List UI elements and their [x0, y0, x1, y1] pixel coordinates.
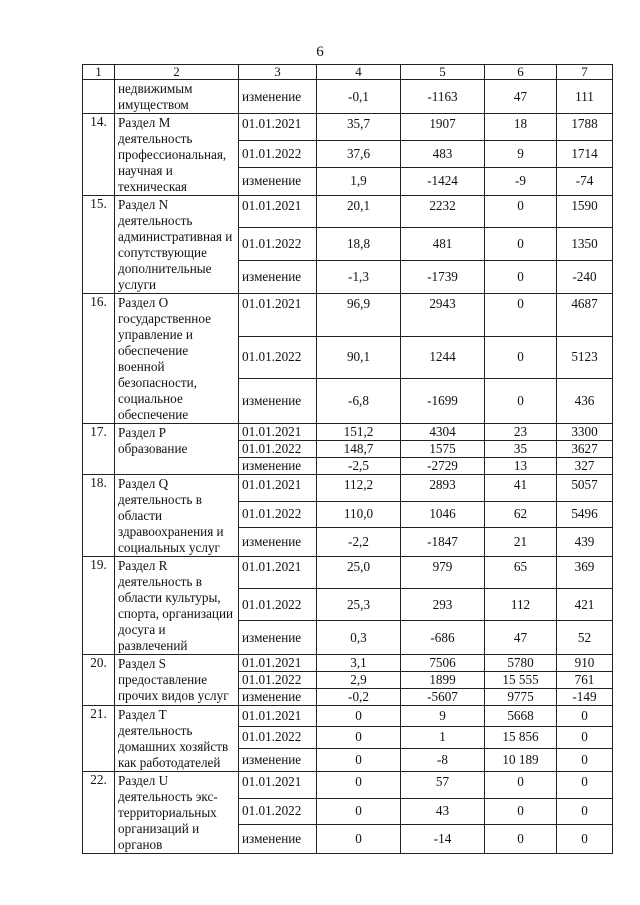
value-col5: 2943 — [401, 294, 485, 337]
row-label: изменение — [239, 167, 317, 195]
value-col5: 1 — [401, 726, 485, 749]
value-col6: 62 — [485, 501, 557, 528]
value-col6: 5668 — [485, 706, 557, 727]
value-col5: 483 — [401, 140, 485, 167]
value-col4: -0,2 — [317, 689, 401, 706]
value-col4: 2,9 — [317, 672, 401, 689]
value-col6: 112 — [485, 589, 557, 621]
value-col7: 3300 — [557, 424, 613, 441]
row-label: 01.01.2022 — [239, 672, 317, 689]
value-col6: 0 — [485, 772, 557, 799]
value-col5: -1163 — [401, 80, 485, 114]
value-col5: -5607 — [401, 689, 485, 706]
row-label: 01.01.2021 — [239, 772, 317, 799]
value-col5: 481 — [401, 228, 485, 260]
value-col6: 41 — [485, 475, 557, 502]
value-col6: 0 — [485, 294, 557, 337]
value-col6: 0 — [485, 798, 557, 825]
value-col5: 293 — [401, 589, 485, 621]
table-row — [83, 196, 613, 228]
value-col6: 0 — [485, 336, 557, 379]
value-col6: 65 — [485, 557, 557, 589]
section-number: 17. — [83, 424, 115, 475]
section-name: Раздел R деятельность в области культуры, спорта, организации досуга и развлечений — [115, 557, 239, 655]
value-col4: 110,0 — [317, 501, 401, 528]
row-label: 01.01.2021 — [239, 196, 317, 228]
table-row — [83, 114, 613, 141]
row-label: изменение — [239, 825, 317, 854]
value-col4: 37,6 — [317, 140, 401, 167]
table-row — [83, 294, 613, 337]
value-col5: 1899 — [401, 672, 485, 689]
value-col5: -1739 — [401, 260, 485, 293]
value-col7: 4687 — [557, 294, 613, 337]
row-label: 01.01.2021 — [239, 557, 317, 589]
value-col6: -9 — [485, 167, 557, 195]
value-col7: 436 — [557, 379, 613, 424]
value-col7: 327 — [557, 458, 613, 475]
table-row — [83, 475, 613, 502]
value-col4: 90,1 — [317, 336, 401, 379]
value-col5: -1699 — [401, 379, 485, 424]
value-col5: 57 — [401, 772, 485, 799]
section-name: Раздел O государственное управление и обеспечение военной безопасности, социальное обеспечение — [115, 294, 239, 424]
section-number: 15. — [83, 196, 115, 294]
row-label: изменение — [239, 260, 317, 293]
value-col6: 15 555 — [485, 672, 557, 689]
section-name: Раздел S предоставление прочих видов услуг — [115, 655, 239, 706]
value-col7: -149 — [557, 689, 613, 706]
value-col7: 0 — [557, 772, 613, 799]
value-col4: 0 — [317, 749, 401, 772]
column-header: 7 — [557, 65, 613, 80]
value-col4: 25,0 — [317, 557, 401, 589]
value-col5: 979 — [401, 557, 485, 589]
value-col6: 9 — [485, 140, 557, 167]
value-col6: 47 — [485, 80, 557, 114]
column-header: 2 — [115, 65, 239, 80]
section-number — [83, 80, 115, 114]
value-col4: -2,2 — [317, 528, 401, 557]
value-col5: 1046 — [401, 501, 485, 528]
row-label: 01.01.2022 — [239, 336, 317, 379]
value-col4: 96,9 — [317, 294, 401, 337]
section-number: 14. — [83, 114, 115, 196]
section-name: Раздел M деятельность профессиональная, научная и техническая — [115, 114, 239, 196]
column-header: 5 — [401, 65, 485, 80]
value-col7: 0 — [557, 706, 613, 727]
value-col5: 2232 — [401, 196, 485, 228]
row-label: 01.01.2022 — [239, 228, 317, 260]
row-label: 01.01.2022 — [239, 726, 317, 749]
value-col7: 761 — [557, 672, 613, 689]
value-col7: 111 — [557, 80, 613, 114]
value-col4: 25,3 — [317, 589, 401, 621]
row-label: 01.01.2021 — [239, 294, 317, 337]
column-header: 4 — [317, 65, 401, 80]
value-col6: 15 856 — [485, 726, 557, 749]
row-label: 01.01.2022 — [239, 589, 317, 621]
value-col5: -686 — [401, 621, 485, 655]
value-col5: -8 — [401, 749, 485, 772]
row-label: изменение — [239, 689, 317, 706]
value-col6: 0 — [485, 825, 557, 854]
value-col5: -1424 — [401, 167, 485, 195]
section-number: 19. — [83, 557, 115, 655]
value-col6: 13 — [485, 458, 557, 475]
section-name: Раздел U деятельность экс-территориальных организаций и органов — [115, 772, 239, 854]
value-col4: 0 — [317, 706, 401, 727]
section-number: 16. — [83, 294, 115, 424]
value-col4: -6,8 — [317, 379, 401, 424]
value-col5: -2729 — [401, 458, 485, 475]
section-name: Раздел N деятельность административная и сопутствующие дополнительные услуги — [115, 196, 239, 294]
value-col7: 1590 — [557, 196, 613, 228]
value-col7: 0 — [557, 825, 613, 854]
value-col4: 20,1 — [317, 196, 401, 228]
value-col7: 52 — [557, 621, 613, 655]
value-col4: 151,2 — [317, 424, 401, 441]
data-table — [82, 64, 613, 854]
value-col5: 1575 — [401, 441, 485, 458]
value-col7: 5123 — [557, 336, 613, 379]
value-col7: 5496 — [557, 501, 613, 528]
column-header: 6 — [485, 65, 557, 80]
value-col7: 369 — [557, 557, 613, 589]
value-col6: 21 — [485, 528, 557, 557]
section-number: 18. — [83, 475, 115, 557]
table-header-row — [83, 65, 613, 80]
value-col7: -74 — [557, 167, 613, 195]
table-row — [83, 772, 613, 799]
value-col6: 18 — [485, 114, 557, 141]
row-label: 01.01.2022 — [239, 798, 317, 825]
table-row — [83, 655, 613, 672]
row-label: 01.01.2021 — [239, 424, 317, 441]
value-col7: 1350 — [557, 228, 613, 260]
value-col5: 2893 — [401, 475, 485, 502]
column-header: 3 — [239, 65, 317, 80]
row-label: изменение — [239, 621, 317, 655]
value-col7: 910 — [557, 655, 613, 672]
value-col5: 7506 — [401, 655, 485, 672]
value-col7: 1788 — [557, 114, 613, 141]
value-col7: -240 — [557, 260, 613, 293]
table-row — [83, 706, 613, 727]
table-row — [83, 424, 613, 441]
section-name: Раздел T деятельность домашних хозяйств как работодателей — [115, 706, 239, 772]
table-body — [83, 65, 613, 854]
value-col7: 0 — [557, 726, 613, 749]
row-label: 01.01.2021 — [239, 114, 317, 141]
section-number: 20. — [83, 655, 115, 706]
value-col4: 1,9 — [317, 167, 401, 195]
value-col7: 0 — [557, 749, 613, 772]
value-col4: 0 — [317, 825, 401, 854]
value-col4: 148,7 — [317, 441, 401, 458]
row-label: 01.01.2021 — [239, 475, 317, 502]
section-name: Раздел P образование — [115, 424, 239, 475]
value-col5: 4304 — [401, 424, 485, 441]
value-col6: 35 — [485, 441, 557, 458]
value-col6: 0 — [485, 379, 557, 424]
column-header: 1 — [83, 65, 115, 80]
row-label: 01.01.2022 — [239, 140, 317, 167]
value-col7: 5057 — [557, 475, 613, 502]
value-col6: 5780 — [485, 655, 557, 672]
section-number: 21. — [83, 706, 115, 772]
value-col4: 0 — [317, 772, 401, 799]
value-col7: 0 — [557, 798, 613, 825]
row-label: изменение — [239, 749, 317, 772]
value-col4: 0 — [317, 726, 401, 749]
value-col5: -1847 — [401, 528, 485, 557]
row-label: изменение — [239, 379, 317, 424]
row-label: 01.01.2022 — [239, 501, 317, 528]
value-col6: 0 — [485, 228, 557, 260]
value-col5: 43 — [401, 798, 485, 825]
row-label: изменение — [239, 80, 317, 114]
page-number: 6 — [316, 44, 324, 60]
section-number: 22. — [83, 772, 115, 854]
value-col4: 112,2 — [317, 475, 401, 502]
value-col4: -2,5 — [317, 458, 401, 475]
table-row — [83, 80, 613, 114]
value-col6: 23 — [485, 424, 557, 441]
value-col6: 0 — [485, 196, 557, 228]
row-label: 01.01.2021 — [239, 655, 317, 672]
section-name: недвижимым имуществом — [115, 80, 239, 114]
value-col4: -0,1 — [317, 80, 401, 114]
value-col7: 1714 — [557, 140, 613, 167]
value-col4: 3,1 — [317, 655, 401, 672]
value-col7: 439 — [557, 528, 613, 557]
row-label: изменение — [239, 458, 317, 475]
value-col6: 10 189 — [485, 749, 557, 772]
value-col7: 421 — [557, 589, 613, 621]
row-label: 01.01.2022 — [239, 441, 317, 458]
section-name: Раздел Q деятельность в области здравоохранения и социальных услуг — [115, 475, 239, 557]
value-col5: 1244 — [401, 336, 485, 379]
value-col4: 35,7 — [317, 114, 401, 141]
value-col7: 3627 — [557, 441, 613, 458]
value-col5: 9 — [401, 706, 485, 727]
value-col6: 47 — [485, 621, 557, 655]
value-col6: 9775 — [485, 689, 557, 706]
row-label: изменение — [239, 528, 317, 557]
value-col4: -1,3 — [317, 260, 401, 293]
value-col5: -14 — [401, 825, 485, 854]
value-col6: 0 — [485, 260, 557, 293]
value-col5: 1907 — [401, 114, 485, 141]
row-label: 01.01.2021 — [239, 706, 317, 727]
value-col4: 0,3 — [317, 621, 401, 655]
table-row — [83, 557, 613, 589]
value-col4: 18,8 — [317, 228, 401, 260]
value-col4: 0 — [317, 798, 401, 825]
